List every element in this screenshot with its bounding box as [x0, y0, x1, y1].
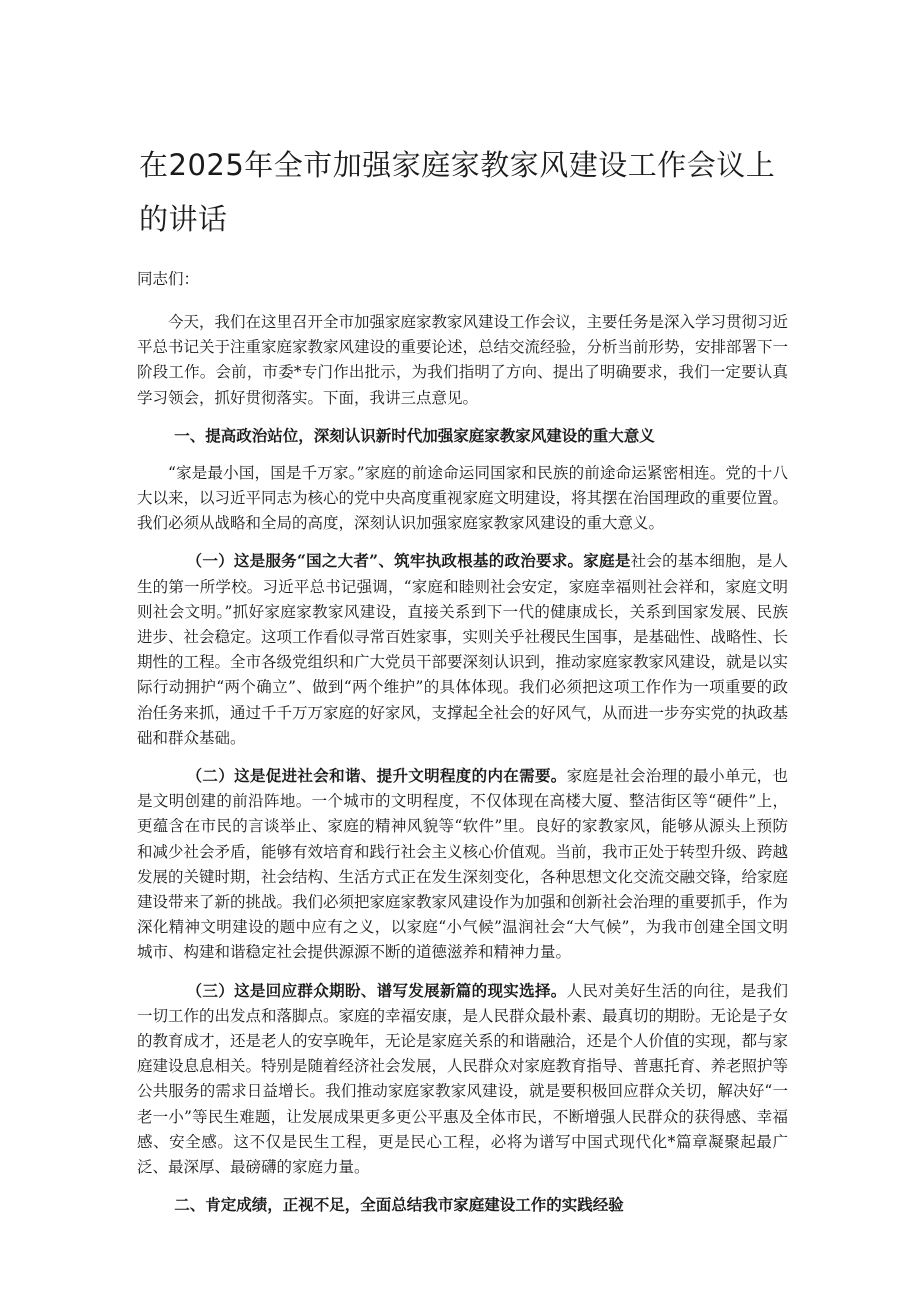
- document-title: 在2025年全市加强家庭家教家风建设工作会议上的讲话: [139, 148, 776, 236]
- point-2-body: 家庭是社会治理的最小单元，也是文明创建的前沿阵地。一个城市的文明程度，不仅体现在高楼大厦、整洁街区等“硬件”上，更蕴含在市民的言谈举止、家庭的精神风貌等“软件”里。良好的家教家风，能够从源头上预防和减少社会矛盾，能够有效培育和践行社会主义核心价值观。当前，我市正处于转型升级、跨越发展的关键时期，社会结构、生活方式正在发生深刻变化，各种思想文化交流交融交锋，给家庭建设带来了新的挑战。我们必须把家庭家教家风建设作为加强和创新社会治理的重要抓手，作为深化精神文明建设的题中应有之义，以家庭“小气候”温润社会“大气候”，为我市创建全国文明城市、构建和谐稳定社会提供源源不断的道德滋养和精神力量。: [137, 767, 789, 962]
- point-3-lead: （三）这是回应群众期盼、谱写发展新篇的现实选择。: [186, 980, 567, 1000]
- intro-paragraph: 今天，我们在这里召开全市加强家庭家教家风建设工作会议，主要任务是深入学习贯彻习近平总书记关于注重家庭家教家风建设的重要论述，总结交流经验，分析当前形势，安排部署下一阶段工作。会前，市委*专门作出批示，为我们指明了方向、提出了明确要求，我们一定要认真学习领会，抓好贯彻落实。下面，我讲三点意见。: [137, 313, 789, 407]
- point-1-body: 社会的基本细胞，是人生的第一所学校。习近平总书记强调，“家庭和睦则社会安定，家庭幸福则社会祥和，家庭文明则社会文明。”抓好家庭家教家风建设，直接关系到下一代的健康成长，关系到国家发展、民族进步、社会稳定。这项工作看似寻常百姓家事，实则关乎社稷民生国事，是基础性、战略性、长期性的工程。全市各级党组织和广大党员干部要深刻认识到，推动家庭家教家风建设，就是以实际行动拥护“两个确立”、做到“两个维护”的具体体现。我们必须把这项工作作为一项重要的政治任务来抓，通过千千万万家庭的好家风，支撑起全社会的好风气，从而进一步夯实党的执政基础和群众基础。: [137, 552, 789, 747]
- section-1-intro-paragraph: “家是最小国，国是千万家。”家庭的前途命运同国家和民族的前途命运紧密相连。党的十八大以来，以习近平同志为核心的党中央高度重视家庭文明建设，将其摆在治国理政的重要位置。我们必须从战略和全局的高度，深刻认识加强家庭家教家风建设的重大意义。: [137, 463, 789, 533]
- point-2-lead: （二）这是促进社会和谐、提升文明程度的内在需要。: [186, 766, 567, 786]
- point-3-paragraph: [137, 978, 788, 1181]
- salutation: 同志们：: [137, 270, 200, 288]
- point-1-lead: （一）这是服务“国之大者”、筑牢执政根基的政治要求。家庭是: [186, 551, 631, 571]
- point-2-paragraph: [137, 763, 788, 966]
- section-heading-2: 二、肯定成绩，正视不足，全面总结我市家庭建设工作的实践经验: [174, 1195, 624, 1215]
- point-3-body: 人民对美好生活的向往，是我们一切工作的出发点和落脚点。家庭的幸福安康，是人民群众最朴素、最真切的期盼。无论是子女的教育成才，还是老人的安享晚年，无论是家庭关系的和谐融洽，还是个人价值的实现，都与家庭建设息息相关。特别是随着经济社会发展，人民群众对家庭教育指导、普惠托育、养老照护等公共服务的需求日益增长。我们推动家庭家教家风建设，就是要积极回应群众关切，解决好“一老一小”等民生难题，让发展成果更多更公平惠及全体市民，不断增强人民群众的获得感、幸福感、安全感。这不仅是民生工程，更是民心工程，必将为谱写中国式现代化*篇章凝聚起最广泛、最深厚、最磅礴的家庭力量。: [137, 981, 789, 1177]
- section-heading-1: 一、提高政治站位，深刻认识新时代加强家庭家教家风建设的重大意义: [174, 425, 655, 445]
- point-1-paragraph: [137, 548, 788, 751]
